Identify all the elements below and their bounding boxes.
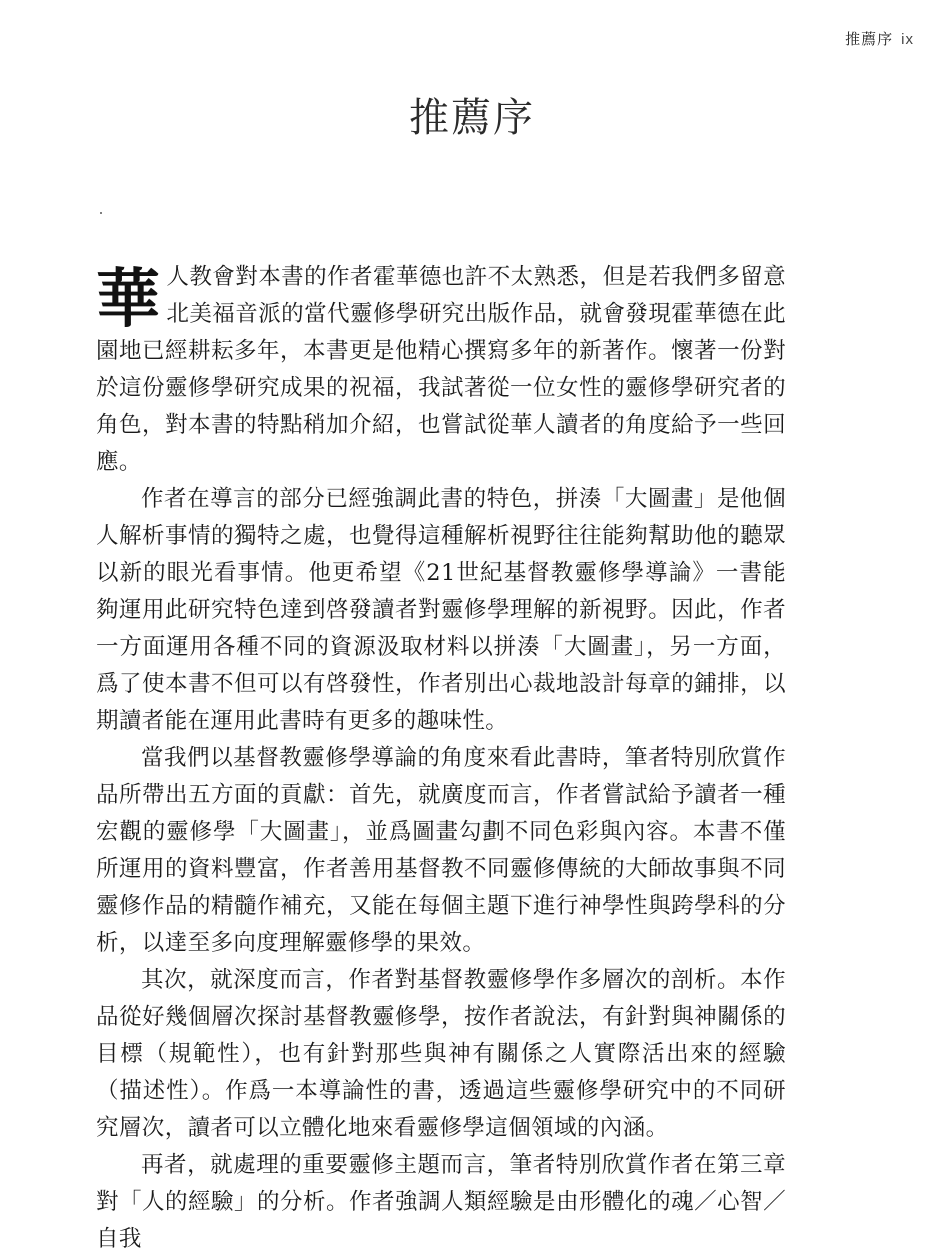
drop-cap: 華 <box>96 263 161 337</box>
scan-speck <box>100 212 102 214</box>
body-text <box>96 259 786 1258</box>
running-head-section: 推薦序 <box>845 30 894 48</box>
page-title: 推薦序 <box>409 95 535 141</box>
paragraph-1-text: 人教會對本書的作者霍華德也許不太熟悉，但是若我們多留意北美福音派的當代靈修學研究出版作品，就會發現霍華德在此園地已經耕耘多年，本書更是他精心撰寫多年的新著作。懷著一份對於這份靈修學研究成果的祝福，我試著從一位女性的靈修學研究者的角色，對本書的特點稍加介紹，也嘗試從華人讀者的角度給予一些回應。 <box>96 264 786 475</box>
paragraph-2: 作者在導言的部分已經強調此書的特色，拼湊「大圖畫」是他個人解析事情的獨特之處，也覺得這種解析視野往往能夠幫助他的聽眾以新的眼光看事情。他更希望《21世紀基督教靈修學導論》一書能夠運用此研究特色達到啓發讀者對靈修學理解的新視野。因此，作者一方面運用各種不同的資源汲取材料以拼湊「大圖畫」，另一方面，爲了使本書不但可以有啓發性，作者別出心裁地設計每章的鋪排，以期讀者能在運用此書時有更多的趣味性。 <box>96 486 786 734</box>
paragraph-4: 其次，就深度而言，作者對基督教靈修學作多層次的剖析。本作品從好幾個層次探討基督教靈修學，按作者說法，有針對與神關係的目標（規範性），也有針對那些與神有關係之人實際活出來的經驗（描述性）。作爲一本導論性的書，透過這些靈修學研究中的不同研究層次，讀者可以立體化地來看靈修學這個領域的內涵。 <box>96 967 786 1141</box>
paragraph-5: 再者，就處理的重要靈修主題而言，筆者特別欣賞作者在第三章對「人的經驗」的分析。作者強調人類經驗是由形體化的魂／心智／自我 <box>96 1152 786 1252</box>
paragraph-3: 當我們以基督教靈修學導論的角度來看此書時，筆者特別欣賞作品所帶出五方面的貢獻：首先，就廣度而言，作者嘗試給予讀者一種宏觀的靈修學「大圖畫」，並爲圖畫勾劃不同色彩與內容。本書不僅所運用的資料豐富，作者善用基督教不同靈修傳統的大師故事與不同靈修作品的精髓作補充，又能在每個主題下進行神學性與跨學科的分析，以達至多向度理解靈修學的果效。 <box>96 745 786 956</box>
page-number: ix <box>901 31 914 48</box>
running-head <box>845 28 914 49</box>
paragraph-1 <box>96 259 786 481</box>
